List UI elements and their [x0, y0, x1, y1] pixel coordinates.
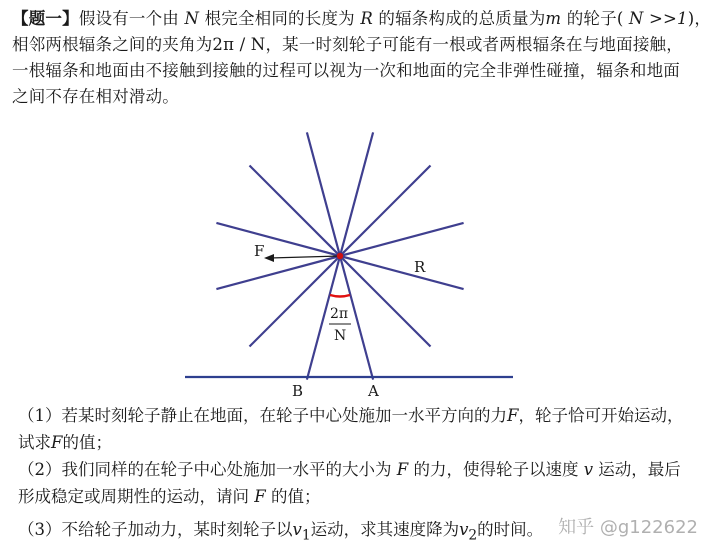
variable-v: v — [583, 460, 594, 479]
spoke — [340, 256, 464, 289]
variable-v1: v — [292, 520, 302, 539]
text-segment: 的辐条构成的总质量为 — [378, 9, 546, 28]
variable-v2: v — [459, 520, 469, 539]
text-segment: 根完全相同的长度为 — [204, 9, 355, 28]
condition: N >>1 — [628, 9, 688, 28]
subscript-1: 1 — [301, 527, 311, 544]
spoke — [340, 223, 464, 256]
watermark: 知乎 @g122622 — [558, 517, 698, 538]
question-2-line-1 — [18, 456, 713, 483]
problem-tag: 【题一】 — [12, 9, 79, 28]
subscript-2: 2 — [468, 527, 478, 544]
text-segment: （3）不给轮子加动力，某时刻轮子以 — [18, 520, 293, 539]
variable-r: R — [360, 9, 373, 28]
spoke — [340, 132, 373, 256]
variable-m: m — [545, 9, 562, 28]
force-label: F — [254, 242, 265, 260]
text-segment: ，某一时刻轮子可能有一根或者两根辐条在与地面接触， — [265, 35, 683, 54]
question-2-line-2 — [18, 483, 713, 510]
point-b-label: B — [292, 382, 304, 400]
text-segment: ，轮子恰可开始运动， — [518, 406, 684, 425]
variable-n: N — [184, 9, 200, 28]
problem-line-3: 一根辐条和地面由不接触到接触的过程可以视为一次和地面的完全非弹性碰撞，辐条和地面 — [12, 61, 680, 80]
angle-expression: 2π / N — [212, 35, 266, 54]
spoke — [250, 256, 341, 347]
radius-label: R — [414, 258, 426, 276]
text-segment: 试求 — [18, 433, 51, 452]
spoke — [216, 223, 340, 256]
variable-f: F — [396, 460, 409, 479]
force-arrowhead — [264, 254, 274, 262]
angle-denominator: N — [334, 328, 347, 344]
text-segment: 的轮子( — [566, 9, 624, 28]
variable-f: F — [254, 487, 266, 506]
spoke — [340, 166, 431, 257]
text-segment: （2）我们同样的在轮子中心处施加一水平的大小为 — [18, 460, 392, 479]
text-segment: 运动，最后 — [598, 460, 681, 479]
angle-numerator: 2π — [330, 306, 349, 322]
text-segment: 形成稳定或周期性的运动，请问 — [18, 487, 249, 506]
question-1-line-2 — [18, 429, 713, 456]
text-segment: 的力，使得轮子以速度 — [413, 460, 579, 479]
text-segment: )， — [687, 9, 712, 28]
spoke — [216, 256, 340, 289]
angle-arc — [330, 295, 350, 297]
question-1-line-1 — [18, 402, 713, 429]
wheel-center — [337, 253, 343, 259]
point-a-label: A — [368, 382, 379, 400]
text-segment: 的时间。 — [477, 520, 544, 539]
problem-line-4: 之间不存在相对滑动。 — [12, 87, 179, 106]
text-segment: 的值； — [62, 433, 112, 452]
text-segment: （1）若某时刻轮子静止在地面，在轮子中心处施加一水平方向的力 — [18, 406, 507, 425]
text-segment: 相邻两根辐条之间的夹角为 — [12, 35, 213, 54]
variable-f: F — [51, 433, 63, 452]
variable-f: F — [507, 406, 519, 425]
spoke — [307, 132, 340, 256]
text-segment: 运动，求其速度降为 — [310, 520, 460, 539]
text-segment: 的值； — [270, 487, 321, 506]
text-segment: 假设有一个由 — [78, 9, 180, 28]
